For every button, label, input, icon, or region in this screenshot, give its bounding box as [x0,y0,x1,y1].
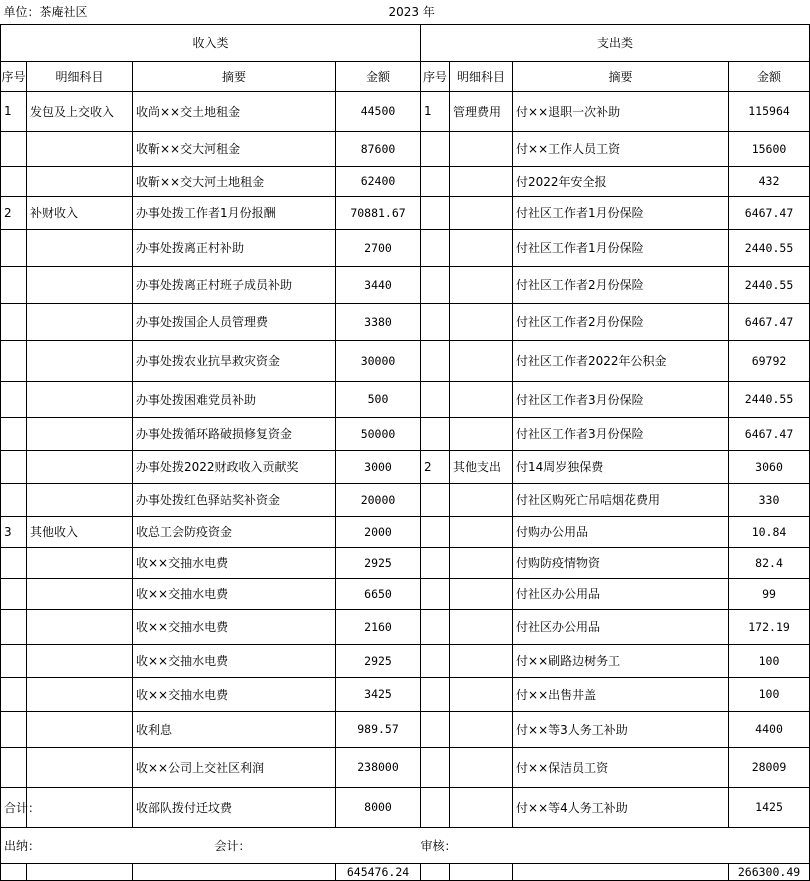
table-row [1,747,810,787]
expense-amount: 2440.55 [729,229,810,266]
income-total: 645476.24 [336,863,421,880]
income-section-title: 收入类 [1,24,421,61]
expense-amount: 3060 [729,450,810,483]
income-summary: 收××交抽水电费 [133,677,336,711]
income-summary: 收部队拨付迁坟费 [133,787,336,827]
income-summary: 办事处拨离正村班子成员补助 [133,266,336,303]
income-seq [1,547,27,578]
expense-seq [421,644,450,677]
income-summary: 收××公司上交社区利润 [133,747,336,787]
income-amount: 3000 [336,450,421,483]
accountant-label: 会计： [214,838,251,853]
income-category [27,483,133,516]
income-category [27,578,133,609]
income-category [27,787,133,827]
table-row [1,266,810,303]
col-header-summary-expense: 摘要 [513,61,729,91]
table-row [1,578,810,609]
income-amount: 2160 [336,609,421,644]
income-category [27,131,133,166]
income-summary: 收靳××交大河租金 [133,131,336,166]
income-summary: 办事处拨2022财政收入贡献奖 [133,450,336,483]
expense-category [450,131,513,166]
expense-amount: 99 [729,578,810,609]
expense-amount: 432 [729,166,810,196]
expense-summary: 付社区购死亡吊唁烟花费用 [513,483,729,516]
expense-summary: 付社区办公用品 [513,609,729,644]
expense-seq [421,303,450,340]
expense-seq [421,417,450,450]
table-row [1,787,810,827]
expense-category: 其他支出 [450,450,513,483]
expense-category [450,547,513,578]
expense-category [450,747,513,787]
col-header-category: 明细科目 [27,61,133,91]
expense-summary: 付××等4人务工补助 [513,787,729,827]
expense-summary: 付14周岁独保费 [513,450,729,483]
expense-seq [421,578,450,609]
income-seq [1,450,27,483]
income-category [27,677,133,711]
expense-category [450,340,513,381]
income-amount: 238000 [336,747,421,787]
income-category [27,747,133,787]
expense-summary: 付社区工作者3月份保险 [513,381,729,417]
expense-seq [421,747,450,787]
expense-seq [421,131,450,166]
income-seq [1,303,27,340]
expense-amount: 6467.47 [729,196,810,229]
income-seq [1,644,27,677]
income-amount: 500 [336,381,421,417]
income-summary: 收总工会防疫资金 [133,516,336,547]
expense-total: 266300.49 [729,863,810,880]
expense-category [450,303,513,340]
expense-amount: 82.4 [729,547,810,578]
income-amount: 70881.67 [336,196,421,229]
income-category: 补财收入 [27,196,133,229]
expense-category [450,229,513,266]
col-header-seq: 序号 [1,61,27,91]
expense-amount: 10.84 [729,516,810,547]
expense-seq [421,516,450,547]
expense-seq [421,381,450,417]
expense-category [450,381,513,417]
income-category [27,417,133,450]
income-category [27,340,133,381]
income-seq [1,229,27,266]
income-seq [1,417,27,450]
expense-seq [421,340,450,381]
income-summary: 收××交抽水电费 [133,644,336,677]
income-seq: 1 [1,91,27,131]
table-row [1,91,810,131]
income-summary: 办事处拨红色驿站奖补资金 [133,483,336,516]
table-row [1,417,810,450]
income-seq: 2 [1,196,27,229]
income-seq [1,747,27,787]
income-seq: 3 [1,516,27,547]
expense-amount: 28009 [729,747,810,787]
income-seq [1,483,27,516]
expense-amount: 1425 [729,787,810,827]
expense-amount: 115964 [729,91,810,131]
income-amount: 87600 [336,131,421,166]
expense-seq: 2 [421,450,450,483]
expense-seq [421,711,450,747]
income-category: 发包及上交收入 [27,91,133,131]
income-amount: 2925 [336,547,421,578]
income-seq [1,711,27,747]
income-seq [1,266,27,303]
table-row [1,677,810,711]
income-category [27,450,133,483]
income-category [27,644,133,677]
income-category [27,266,133,303]
unit-label: 单位：茶庵社区 [3,5,88,20]
income-amount: 44500 [336,91,421,131]
expense-category [450,196,513,229]
cashier-label: 出纳： [1,827,133,863]
income-category [27,609,133,644]
expense-category [450,516,513,547]
expense-amount: 2440.55 [729,266,810,303]
income-category [27,166,133,196]
expense-summary: 付××出售井盖 [513,677,729,711]
table-row [1,166,810,196]
expense-category [450,578,513,609]
table-row [1,303,810,340]
income-summary: 办事处拨循环路破损修复资金 [133,417,336,450]
income-category: 其他收入 [27,516,133,547]
income-summary: 办事处拨国企人员管理费 [133,303,336,340]
table-row [1,131,810,166]
expense-summary: 付××保洁员工资 [513,747,729,787]
income-category [27,381,133,417]
table-row [1,196,810,229]
expense-amount: 100 [729,644,810,677]
income-seq [1,609,27,644]
expense-summary: 付购办公用品 [513,516,729,547]
income-summary: 收靳××交大河土地租金 [133,166,336,196]
expense-summary: 付社区工作者1月份保险 [513,196,729,229]
expense-category [450,787,513,827]
expense-seq [421,787,450,827]
col-header-amount: 金额 [336,61,421,91]
expense-summary: 付××刷路边树务工 [513,644,729,677]
expense-seq [421,677,450,711]
income-summary: 收利息 [133,711,336,747]
expense-category [450,677,513,711]
expense-amount: 2440.55 [729,381,810,417]
expense-category [450,483,513,516]
income-amount: 2925 [336,644,421,677]
income-seq [1,340,27,381]
expense-amount: 4400 [729,711,810,747]
expense-summary: 付社区工作者3月份保险 [513,417,729,450]
expense-summary: 付购防疫情物资 [513,547,729,578]
income-amount: 8000 [336,787,421,827]
expense-amount: 6467.47 [729,417,810,450]
income-summary: 收××交抽水电费 [133,609,336,644]
income-amount: 20000 [336,483,421,516]
income-summary: 办事处拨工作者1月份报酬 [133,196,336,229]
expense-seq [421,196,450,229]
income-amount: 989.57 [336,711,421,747]
expense-summary: 付××等3人务工补助 [513,711,729,747]
expense-seq: 1 [421,91,450,131]
income-summary: 办事处拨离正村补助 [133,229,336,266]
table-row [1,609,810,644]
expense-summary: 付××工作人员工资 [513,131,729,166]
expense-amount: 69792 [729,340,810,381]
col-header-amount-expense: 金额 [729,61,810,91]
income-amount: 2000 [336,516,421,547]
expense-seq [421,609,450,644]
income-amount: 50000 [336,417,421,450]
income-seq [1,131,27,166]
expense-seq [421,547,450,578]
income-seq [1,166,27,196]
expense-category [450,417,513,450]
expense-summary: 付社区工作者2月份保险 [513,303,729,340]
expense-category: 管理费用 [450,91,513,131]
income-amount: 30000 [336,340,421,381]
col-header-summary: 摘要 [133,61,336,91]
expense-amount: 172.19 [729,609,810,644]
expense-amount: 100 [729,677,810,711]
table-row [1,450,810,483]
year-label: 2023 年 [388,5,435,20]
income-seq [1,578,27,609]
expense-seq [421,229,450,266]
expense-seq [421,166,450,196]
expense-category [450,166,513,196]
expense-summary: 付2022年安全报 [513,166,729,196]
income-amount: 3425 [336,677,421,711]
expense-seq [421,483,450,516]
table-row [1,381,810,417]
income-seq [1,381,27,417]
expense-category [450,711,513,747]
income-amount: 3440 [336,266,421,303]
table-row [1,547,810,578]
col-header-category-expense: 明细科目 [450,61,513,91]
table-row [1,516,810,547]
income-summary: 收××交抽水电费 [133,547,336,578]
income-category [27,229,133,266]
income-amount: 6650 [336,578,421,609]
expense-summary: 付社区工作者2022年公积金 [513,340,729,381]
income-summary: 收尚××交土地租金 [133,91,336,131]
income-summary: 收××交抽水电费 [133,578,336,609]
auditor-label: 审核： [421,827,810,863]
expense-category [450,644,513,677]
income-summary: 办事处拨困难党员补助 [133,381,336,417]
table-row [1,711,810,747]
expense-summary: 付社区办公用品 [513,578,729,609]
expense-category [450,266,513,303]
col-header-seq-expense: 序号 [421,61,450,91]
income-amount: 3380 [336,303,421,340]
expense-category [450,609,513,644]
table-row [1,483,810,516]
income-category [27,547,133,578]
income-seq: 合计： [1,787,27,827]
income-amount: 62400 [336,166,421,196]
expense-summary: 付社区工作者1月份保险 [513,229,729,266]
table-row [1,340,810,381]
expense-seq [421,266,450,303]
expense-amount: 6467.47 [729,303,810,340]
income-seq [1,677,27,711]
table-row [1,229,810,266]
income-amount: 2700 [336,229,421,266]
income-summary: 办事处拨农业抗旱救灾资金 [133,340,336,381]
expense-summary: 付××退职一次补助 [513,91,729,131]
expense-section-title: 支出类 [421,24,810,61]
income-category [27,711,133,747]
table-row [1,644,810,677]
income-category [27,303,133,340]
expense-summary: 付社区工作者2月份保险 [513,266,729,303]
expense-amount: 15600 [729,131,810,166]
expense-amount: 330 [729,483,810,516]
